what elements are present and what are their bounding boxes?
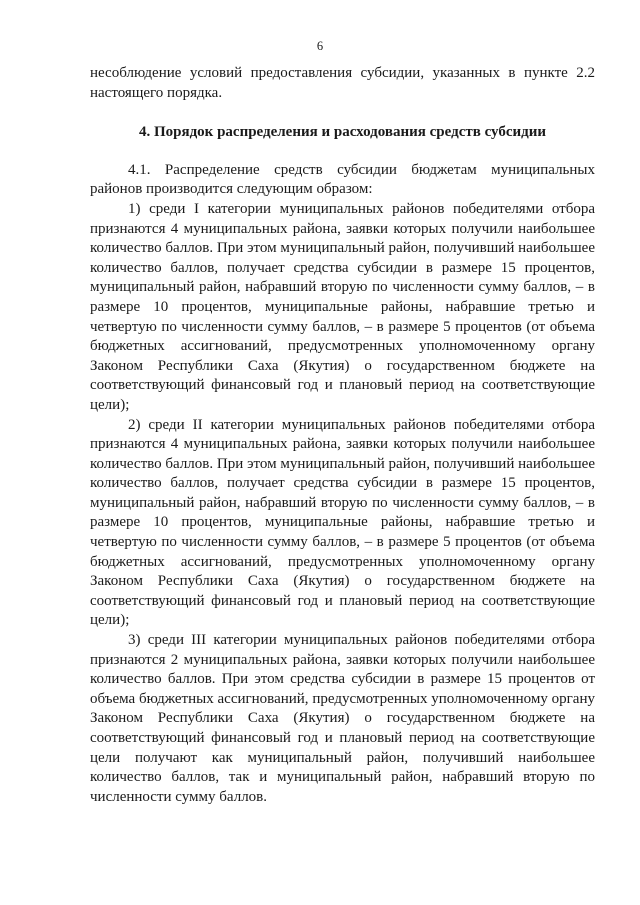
paragraph-4-1: 4.1. Распределение средств субсидии бюджетам муниципальных районов производится следующим образом: [90, 161, 595, 198]
document-body [90, 64, 595, 807]
paragraph-item-3: 3) среди III категории муниципальных районов победителями отбора признаются 2 муниципальных района, заявки которых получили наибольшее количество баллов. При этом средства субсидии в размере 15 процентов от объема бюджетных ассигнований, предусмотренных уполномоченному органу Законом Республики Саха (Якутия) о государственном бюджете на соответствующий финансовый год и плановый период на соответствующие цели получают как муниципальный район, получивший наибольшее количество баллов, так и муниципальный район, набравший вторую по численности сумму баллов. [90, 632, 595, 805]
paragraph-item-2: 2) среди II категории муниципальных районов победителями отбора признаются 4 муниципальных района, заявки которых получили наибольшее количество баллов. При этом муниципальный район, получивший наибольшее количество баллов, получает средства субсидии в размере 15 процентов, муниципальный район, набравший вторую по численности сумму баллов, – в размере 10 процентов, муниципальные районы, набравшие третью и четвертую по численности сумму баллов, – в размере 5 процентов (от объема бюджетных ассигнований, предусмотренных уполномоченному органу Законом Республики Саха (Якутия) о государственном бюджете на соответствующий финансовый год и плановый период на соответствующие цели); [90, 416, 595, 629]
paragraph-item-1: 1) среди I категории муниципальных районов победителями отбора признаются 4 муниципальных района, заявки которых получили наибольшее количество баллов. При этом муниципальный район, получивший наибольшее количество баллов, получает средства субсидии в размере 15 процентов, муниципальный район, набравший вторую по численности сумму баллов, – в размере 10 процентов, муниципальные районы, набравшие третью и четвертую по численности сумму баллов, – в размере 5 процентов (от объема бюджетных ассигнований, предусмотренных уполномоченному органу Законом Республики Саха (Якутия) о государственном бюджете на соответствующий финансовый год и плановый период на соответствующие цели); [90, 200, 595, 413]
section-heading: 4. Порядок распределения и расходования средств субсидии [138, 124, 547, 141]
page-number: 6 [316, 39, 324, 53]
intro-paragraph: несоблюдение условий предоставления субсидии, указанных в пункте 2.2 настоящего порядка. [90, 65, 595, 101]
